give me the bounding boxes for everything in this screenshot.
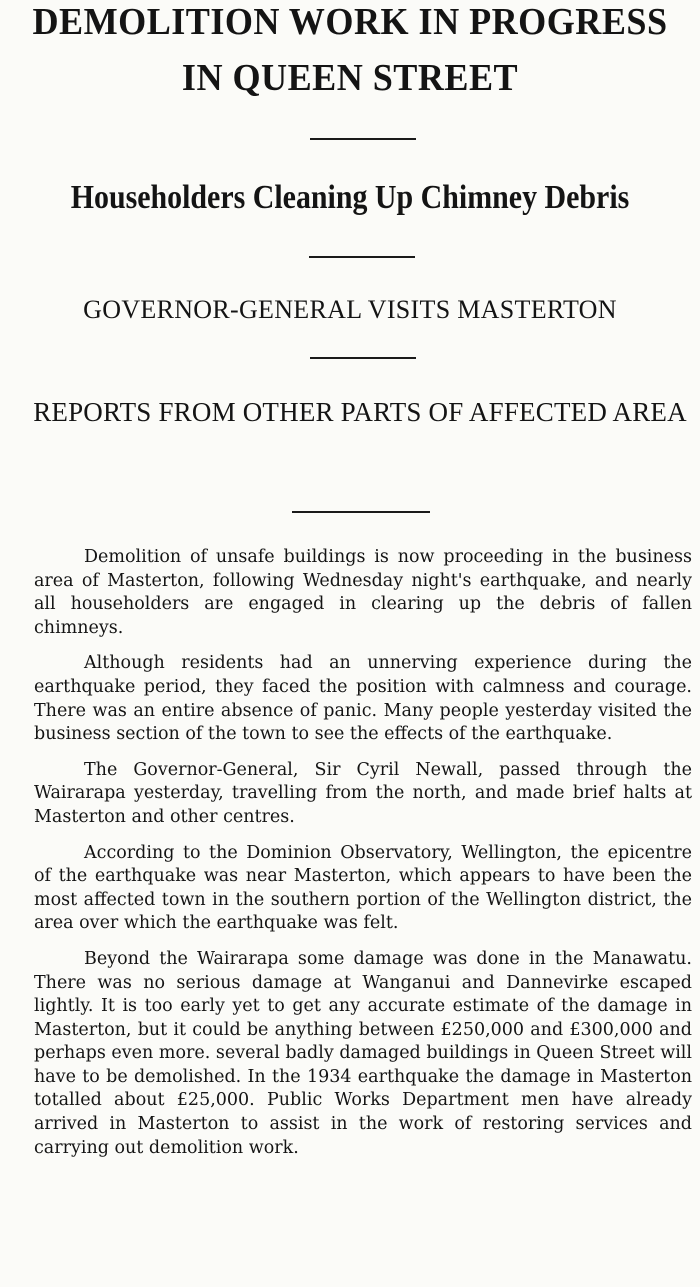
article-paragraph: Demolition of unsafe buildings is now proceeding in the business area of Masterton, following Wednesday night's earthquake, and nearly all householders are engaged in clearing up the debris of fallen chimneys.	[34, 547, 692, 638]
article-paragraph: According to the Dominion Observatory, Wellington, the epicentre of the earthquake was near Masterton, which appears to have been the most affected town in the southern portion of the Wellington district, the area over which the earthquake was felt.	[34, 842, 692, 934]
article-paragraph: The Governor-General, Sir Cyril Newall, passed through the Wairarapa yesterday, travelling from the north, and made brief halts at Masterton and other centres.	[34, 759, 692, 827]
headline-line-2: IN QUEEN STREET	[181, 57, 519, 99]
divider-rule	[310, 357, 416, 359]
divider-rule	[292, 511, 430, 513]
article-paragraph: Beyond the Wairarapa some damage was done in the Manawatu. There was no serious damage at Wanganui and Dannevirke escaped lightly. It is too early yet to get any accurate estimate of the damage in Masterton, but it could be anything between £250,000 and £300,000 and perhaps even more. several badly damaged buildings in Queen Street will have to be demolished. In the 1934 earthquake the damage in Masterton totalled about £25,000. Public Works Department men have already arrived in Masterton to assist in the work of restoring services and carrying out demolition work.	[34, 948, 692, 1158]
subheadline: Householders Cleaning Up Chimney Debris	[70, 179, 630, 216]
divider-rule	[310, 138, 416, 140]
headline-line-1: DEMOLITION WORK IN PROGRESS	[32, 1, 668, 43]
article-body	[34, 546, 692, 1172]
section-heading-reports: REPORTS FROM OTHER PARTS OF AFFECTED AREA	[33, 397, 687, 427]
divider-rule	[309, 256, 415, 258]
article-paragraph: Although residents had an unnerving experience during the earthquake period, they faced the position with calmness and courage. There was an entire absence of panic. Many people yesterday visited the business section of the town to see the effects of the earthquake.	[34, 653, 692, 745]
section-heading-governor: GOVERNOR-GENERAL VISITS MASTERTON	[83, 295, 617, 324]
